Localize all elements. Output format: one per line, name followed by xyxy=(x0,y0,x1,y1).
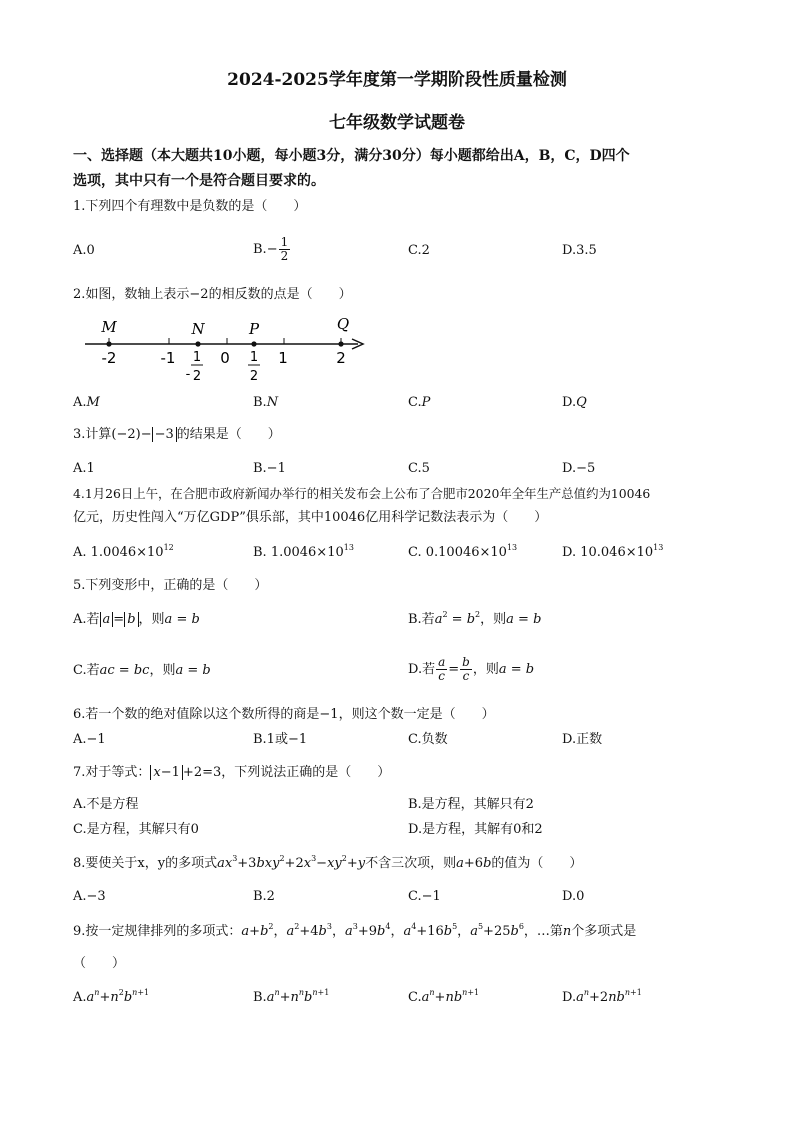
point-label-m: M xyxy=(101,318,117,336)
point-label-n: N xyxy=(191,320,205,338)
q1-option-b: B.− $\frac{1}{2}$ xyxy=(253,235,289,263)
point-label-q: Q xyxy=(336,315,350,333)
q3-stem: 3.计算(−2)− −3 的结果是（ ） xyxy=(73,427,281,442)
q2-stem: 2.如图，数轴上表示−2的相反数的点是（ ） xyxy=(73,287,352,302)
q4-option-d: D. $10.046\times 10^{13}$ xyxy=(562,543,664,560)
q5-option-b: B.若$a^2 = b^2$，则a = b xyxy=(408,610,542,627)
tick-label-neg2: -2 xyxy=(101,349,117,367)
q2-option-c: C.P xyxy=(408,395,431,410)
q6-option-d: D.正数 xyxy=(562,732,603,747)
tick-label-neg1: -1 xyxy=(160,349,176,367)
q3-option-a: A.1 xyxy=(73,461,95,476)
q3-option-c: C.5 xyxy=(408,461,430,476)
q9-option-d: $D.a^n+2nb^{n+1}$ xyxy=(562,988,642,1005)
tick-label-2: 2 xyxy=(336,349,346,367)
page-subtitle: 七年级数学试题卷 xyxy=(329,113,465,133)
q1-fraction: $\frac{1}{2}$ xyxy=(280,235,289,263)
q4-stem-line2: 亿元，历史性闯入“万亿GDP”俱乐部，其中10046亿用科学记数法表示为（ ） xyxy=(73,510,548,525)
tick-label-1: 1 xyxy=(278,349,288,367)
q1-stem: 1.下列四个有理数中是负数的是（ ） xyxy=(73,199,307,214)
q5-stem: 5.下列变形中，正确的是（ ） xyxy=(73,578,268,593)
section-heading-line1: 一、选择题（本大题共10小题，每小题3分，满分30分）每小题都给出A，B，C，D四个 xyxy=(73,148,630,164)
q3-option-b: B.−1 xyxy=(253,461,286,476)
point-label-p: P xyxy=(248,320,260,338)
q9-option-c: $C.a^n+nb^{n+1}$ xyxy=(408,988,480,1005)
q4-option-b: B. $1.0046\times 10^{13}$ xyxy=(253,543,354,560)
q9-option-a: $A.a^n+n^2b^{n+1}$ xyxy=(73,988,150,1005)
number-line-figure xyxy=(80,310,380,390)
point-q-dot xyxy=(338,341,343,346)
q4-option-c: C. $0.10046\times 10^{13}$ xyxy=(408,543,518,560)
q5-option-a: A.若 a = b ，则a = b xyxy=(73,612,200,627)
q6-stem: 6.若一个数的绝对值除以这个数所得的商是−1，则这个数一定是（ ） xyxy=(73,707,495,722)
q2-option-a: A.M xyxy=(73,395,100,410)
q7-option-b: B.是方程，其解只有2 xyxy=(408,797,534,812)
q1-option-d: D.3.5 xyxy=(562,243,597,258)
q8-option-c: C.−1 xyxy=(408,889,441,904)
svg-text:2: 2 xyxy=(192,369,202,384)
svg-text:-: - xyxy=(185,367,191,382)
q1-option-a: A.0 xyxy=(73,243,95,258)
q6-option-c: C.负数 xyxy=(408,732,448,747)
q3-option-d: D.−5 xyxy=(562,461,596,476)
q7-stem: 7.对于等式： x−1 +2=3，下列说法正确的是（ ） xyxy=(73,765,391,780)
point-n-dot xyxy=(195,341,200,346)
q5-option-c: C.若ac = bc，则a = b xyxy=(73,663,211,678)
q9-answer-paren: （ ） xyxy=(73,956,126,971)
q8-option-b: B.2 xyxy=(253,889,275,904)
q8-option-d: D.0 xyxy=(562,889,585,904)
q9-option-b: $B.a^n+n^nb^{n+1}$ xyxy=(253,988,330,1005)
q6-option-b: B.1或−1 xyxy=(253,732,308,747)
point-m-dot xyxy=(106,341,111,346)
q8-option-a: A.−3 xyxy=(73,889,106,904)
q8-stem: 8.要使关于x，y的多项式$ax^3+3bxy^2+2x^3-xy^2+y$不含三次项，则a+6b的值为（ ） xyxy=(73,854,583,871)
q9-stem: 9.按一定规律排列的多项式：$a+b^2$，$a^2+4b^3$，$a^3+9b^4$，$a^4+16b^5$，$a^5+25b^6$，…第n个多项式是 xyxy=(73,922,637,939)
q2-option-d: D.Q xyxy=(562,395,587,410)
q5-option-d: D.若 $\frac{a}{c}$ = $\frac{b}{c}$ ，则a = b xyxy=(408,655,535,683)
point-p-dot xyxy=(251,341,256,346)
q4-option-a: A. $1.0046\times 10^{12}$ xyxy=(73,543,174,560)
q7-option-d: D.是方程，其解有0和2 xyxy=(408,822,543,837)
q7-option-c: C.是方程，其解只有0 xyxy=(73,822,199,837)
n-fraction-label xyxy=(186,350,203,384)
q7-option-a: A.不是方程 xyxy=(73,797,139,812)
q4-stem-line1: 4.1月26日上午，在合肥市政府新闻办举行的相关发布会上公布了合肥市2020年全年生产总值约为10046 xyxy=(73,486,651,501)
p-fraction-label xyxy=(248,350,260,384)
svg-text:1: 1 xyxy=(249,350,259,365)
page-title: 2024-2025学年度第一学期阶段性质量检测 xyxy=(227,70,567,90)
svg-text:1: 1 xyxy=(192,350,202,365)
q2-option-b: B.N xyxy=(253,395,279,410)
q1-option-c: C.2 xyxy=(408,243,430,258)
tick-label-0: 0 xyxy=(220,349,230,367)
svg-text:2: 2 xyxy=(249,369,259,384)
q6-option-a: A.−1 xyxy=(73,732,106,747)
section-heading-line2: 选项，其中只有一个是符合题目要求的。 xyxy=(73,173,325,189)
